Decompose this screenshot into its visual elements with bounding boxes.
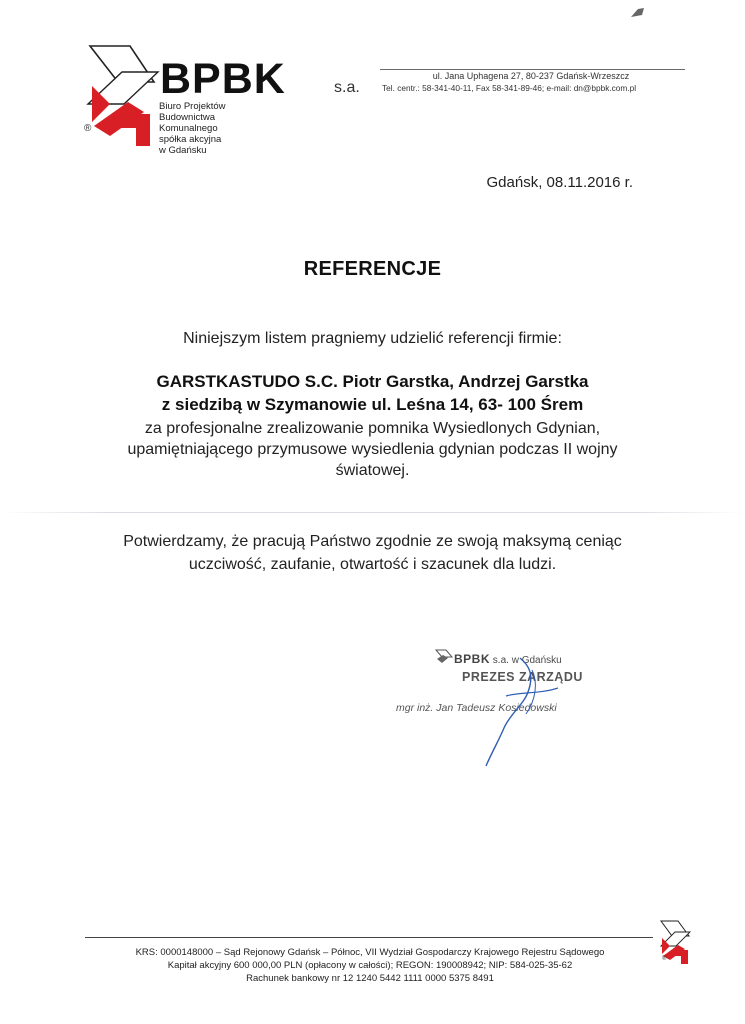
footer-registered-mark: ® <box>662 956 667 962</box>
company-contacts: Tel. centr.: 58-341-40-11, Fax 58-341-89-46; e-mail: dn@bpbk.com.pl <box>382 83 637 93</box>
company-description-line: Budownictwa <box>159 112 215 123</box>
letter-intro: Niniejszym listem pragniemy udzielić referencji firmie: <box>183 330 562 347</box>
company-description-line: Komunalnego <box>159 123 218 134</box>
letter-date: Gdańsk, 08.11.2016 r. <box>486 174 633 191</box>
stamp-position: PREZES ZARZĄDU <box>462 670 583 684</box>
handwritten-signature <box>440 652 590 772</box>
corner-mark-icon <box>628 6 648 20</box>
bpbk-logo-icon <box>84 42 160 150</box>
letter-title: REFERENCJE <box>303 258 442 280</box>
paper-fold-line <box>0 512 745 513</box>
footer-line: KRS: 0000148000 – Sąd Rejonowy Gdańsk – Północ, VII Wydział Gospodarczy Krajowego Rejestru Sądowego <box>135 947 605 958</box>
company-description-line: w Gdańsku <box>159 145 207 156</box>
brand-name: BPBK <box>160 55 286 103</box>
footer-divider <box>85 937 653 938</box>
reason-line: za profesjonalne zrealizowanie pomnika Wysiedlonych Gdynian, <box>144 420 601 437</box>
firm-address-line: z siedzibą w Szymanowie ul. Leśna 14, 63- 100 Śrem <box>161 395 584 414</box>
confirmation-line: uczciwość, zaufanie, otwartość i szacunek dla ludzi. <box>188 556 557 573</box>
reference-reason <box>0 418 745 481</box>
registered-mark: ® <box>84 123 92 134</box>
stamp-brand: BPBK <box>454 652 491 666</box>
footer-line: Rachunek bankowy nr 12 1240 5442 1111 0000 5375 8491 <box>246 973 494 984</box>
firm-name-line: GARSTKASTUDO S.C. Piotr Garstka, Andrzej Garstka <box>156 372 589 391</box>
referenced-firm <box>0 370 745 416</box>
company-description <box>159 101 226 156</box>
stamp-signatory-name: mgr inż. Jan Tadeusz Kosiedowski <box>396 702 557 714</box>
reason-line: światowej. <box>335 462 410 479</box>
company-address: ul. Jana Uphagena 27, 80-237 Gdańsk-Wrzeszcz <box>432 71 630 81</box>
confirmation-paragraph <box>0 530 745 576</box>
footer-legal-info <box>60 946 680 985</box>
reason-line: upamiętniającego przymusowe wysiedlenia gdynian podczas II wojny <box>127 441 618 458</box>
header-divider <box>380 69 685 70</box>
confirmation-line: Potwierdzamy, że pracują Państwo zgodnie ze swoją maksymą ceniąc <box>123 533 622 550</box>
stamp-company-rest: s.a. w Gdańsku <box>492 655 562 666</box>
company-description-line: spółka akcyjna <box>159 134 222 145</box>
company-description-line: Biuro Projektów <box>159 101 226 112</box>
footer-line: Kapitał akcyjny 600 000,00 PLN (opłacony w całości); REGON: 190008942; NIP: 584-025-35-62 <box>167 960 573 971</box>
brand-suffix: s.a. <box>334 79 360 96</box>
